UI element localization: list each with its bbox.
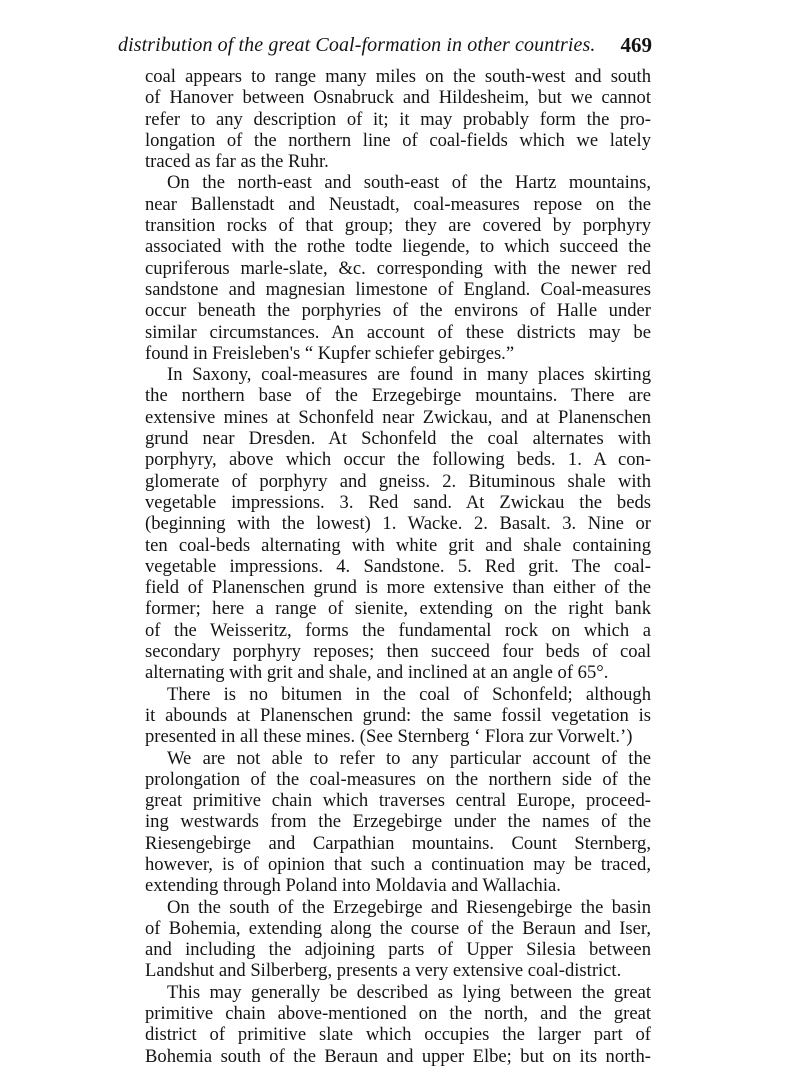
text-line: similar circumstances. An account of these districts may be [145,321,651,343]
text-line: vegetable impressions. 3. Red sand. At Zwickau the beds [145,491,651,513]
text-line: grund near Dresden. At Schonfeld the coal alternates with [145,428,651,450]
text-line: refer to any description of it; it may probably form the pro- [145,108,651,130]
text-line: presented in all these mines. (See Sternberg ‘ Flora zur Vorwelt.’) [145,726,633,748]
text-line: Landshut and Silberberg, presents a very extensive coal-district. [145,960,622,982]
text-line: it abounds at Planenschen grund: the same fossil vegetation is [145,704,651,726]
text-line: Bohemia south of the Beraun and upper Elbe; but on its north- [145,1045,651,1067]
text-line: In Saxony, coal-measures are found in many places skirting [167,364,651,386]
text-line: secondary porphyry reposes; then succeed four beds of coal [145,641,651,663]
text-line: found in Freisleben's “ Kupfer schiefer gebirges.” [145,342,515,364]
text-line: We are not able to refer to any particular account of the [167,747,651,769]
text-line: of Bohemia, extending along the course of the Beraun and Iser, [145,917,651,939]
text-line: cupriferous marle-slate, &c. corresponding with the newer red [145,257,651,279]
body-text [145,66,651,1067]
text-line: porphyry, above which occur the following beds. 1. A con- [145,449,651,471]
text-line: (beginning with the lowest) 1. Wacke. 2. Basalt. 3. Nine or [145,513,651,535]
text-line: the northern base of the Erzegebirge mountains. There are [145,385,651,407]
text-line: of the Weisseritz, forms the fundamental rock on which a [145,619,651,641]
text-line: coal appears to range many miles on the south-west and south [145,66,651,87]
text-line: vegetable impressions. 4. Sandstone. 5. Red grit. The coal- [145,555,651,577]
text-line: glomerate of porphyry and gneiss. 2. Bituminous shale with [145,470,651,492]
text-line: extending through Poland into Moldavia and Wallachia. [145,875,561,897]
text-line: occur beneath the porphyries of the environs of Halle under [145,300,651,322]
text-line: longation of the northern line of coal-fields which we lately [145,129,651,151]
text-line: extensive mines at Schonfeld near Zwickau, and at Planenschen [145,406,651,428]
text-line: ing westwards from the Erzegebirge under the names of the [145,811,651,833]
text-line: near Ballenstadt and Neustadt, coal-measures repose on the [145,193,651,215]
text-line: Riesengebirge and Carpathian mountains. Count Sternberg, [145,832,651,854]
text-line: primitive chain above-mentioned on the north, and the great [145,1003,651,1025]
text-line: There is no bitumen in the coal of Schonfeld; although [167,683,651,705]
text-line: alternating with grit and shale, and inclined at an angle of 65°. [145,662,609,684]
text-line: sandstone and magnesian limestone of England. Coal-measures [145,278,651,300]
text-line: field of Planenschen grund is more extensive than either of the [145,577,651,599]
text-line: This may generally be described as lying between the great [167,981,651,1003]
text-line: On the north-east and south-east of the Hartz mountains, [167,172,651,194]
running-head-title: distribution of the great Coal-formation in other countries. [118,34,596,56]
page-number: 469 [620,33,652,57]
text-line: former; here a range of sienite, extending on the right bank [145,598,651,620]
text-line: ten coal-beds alternating with white grit and shale containing [145,534,651,556]
text-line: and including the adjoining parts of Upper Silesia between [145,939,651,961]
text-line: associated with the rothe todte liegende, to which succeed the [145,236,651,258]
text-line: transition rocks of that group; they are covered by porphyry [145,215,651,237]
text-line: great primitive chain which traverses central Europe, proceed- [145,790,651,812]
text-line: however, is of opinion that such a continuation may be traced, [145,853,651,875]
text-line: of Hanover between Osnabruck and Hildesheim, but we cannot [145,87,651,109]
running-head [118,30,652,60]
text-line: On the south of the Erzegebirge and Riesengebirge the basin [167,896,651,918]
text-line: prolongation of the coal-measures on the northern side of the [145,768,651,790]
text-line: district of primitive slate which occupies the larger part of [145,1024,651,1046]
text-line: traced as far as the Ruhr. [145,151,329,173]
